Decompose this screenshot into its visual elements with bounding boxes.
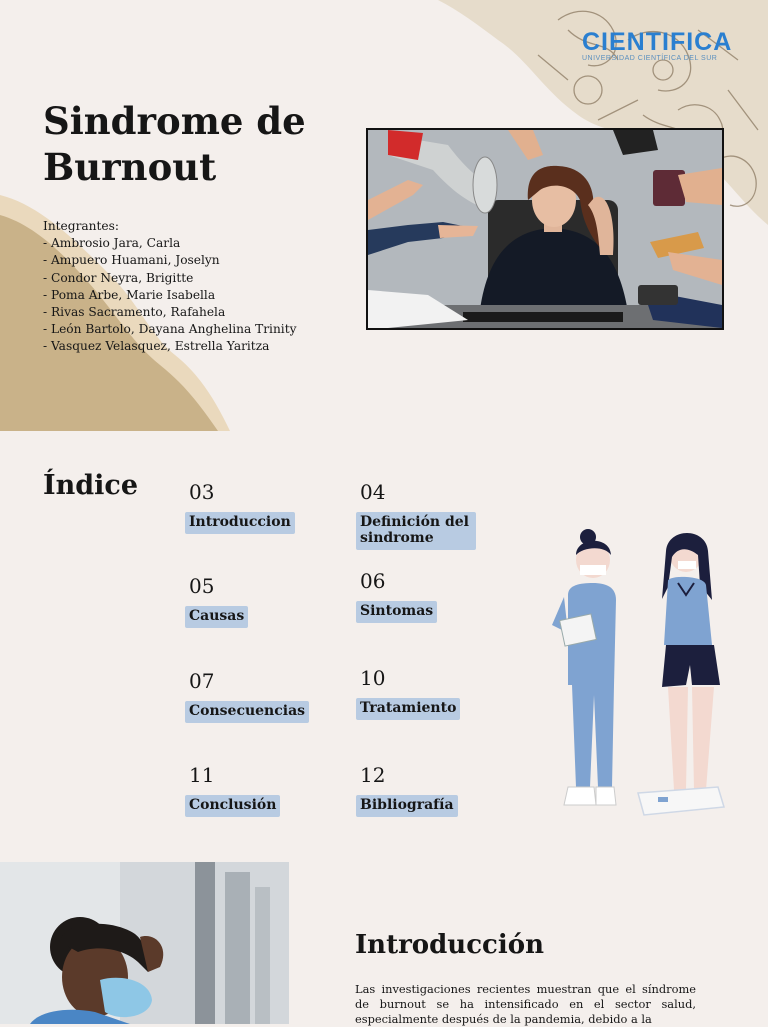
members-list bbox=[43, 218, 297, 356]
index-page-number: 05 bbox=[189, 574, 215, 598]
index-page-number: 10 bbox=[360, 666, 386, 690]
logo-wordmark: CIENTIFICA bbox=[582, 28, 733, 56]
nurse-patient-illustration bbox=[538, 525, 738, 825]
tired-nurse-photo bbox=[0, 862, 289, 1024]
page-title: Sindrome de Burnout bbox=[43, 99, 306, 189]
member-item: - Ampuero Huamani, Joselyn bbox=[43, 253, 220, 268]
index-item-consecuencias[interactable]: Consecuencias bbox=[185, 701, 309, 723]
member-item: - Rivas Sacramento, Rafahela bbox=[43, 305, 226, 320]
university-logo bbox=[582, 28, 742, 62]
member-item: - Poma Arbe, Marie Isabella bbox=[43, 287, 216, 302]
index-title: Índice bbox=[43, 470, 139, 501]
logo-subtitle: UNIVERSIDAD CIENTÍFICA DEL SUR bbox=[582, 55, 718, 62]
index-item-bibliografia[interactable]: Bibliografía bbox=[356, 795, 458, 817]
index-page-number: 04 bbox=[360, 480, 386, 504]
index-item-conclusion[interactable]: Conclusión bbox=[185, 795, 280, 817]
index-item-definicion[interactable]: Definición del sindrome bbox=[356, 512, 476, 550]
index-page-number: 06 bbox=[360, 569, 386, 593]
index-item-causas[interactable]: Causas bbox=[185, 606, 248, 628]
member-item: - Ambrosio Jara, Carla bbox=[43, 236, 181, 251]
index-item-tratamiento[interactable]: Tratamiento bbox=[356, 698, 460, 720]
members-heading: Integrantes: bbox=[43, 219, 119, 233]
index-page-number: 11 bbox=[189, 763, 215, 787]
intro-paragraph: Las investigaciones recientes muestran que el síndrome de burnout se ha intensificado en el sector salud, especialmente después de la pandemia, debido a la bbox=[355, 982, 696, 1026]
member-item: - León Bartolo, Dayana Anghelina Trinity bbox=[43, 322, 297, 337]
stressed-woman-photo bbox=[366, 128, 724, 330]
index-page-number: 07 bbox=[189, 669, 215, 693]
index-item-introduccion[interactable]: Introduccion bbox=[185, 512, 295, 534]
intro-title: Introducción bbox=[355, 930, 544, 960]
index-page-number: 12 bbox=[360, 763, 386, 787]
index-item-sintomas[interactable]: Sintomas bbox=[356, 601, 437, 623]
member-item: - Condor Neyra, Brigitte bbox=[43, 270, 194, 285]
index-page-number: 03 bbox=[189, 480, 215, 504]
member-item: - Vasquez Velasquez, Estrella Yaritza bbox=[43, 339, 270, 354]
